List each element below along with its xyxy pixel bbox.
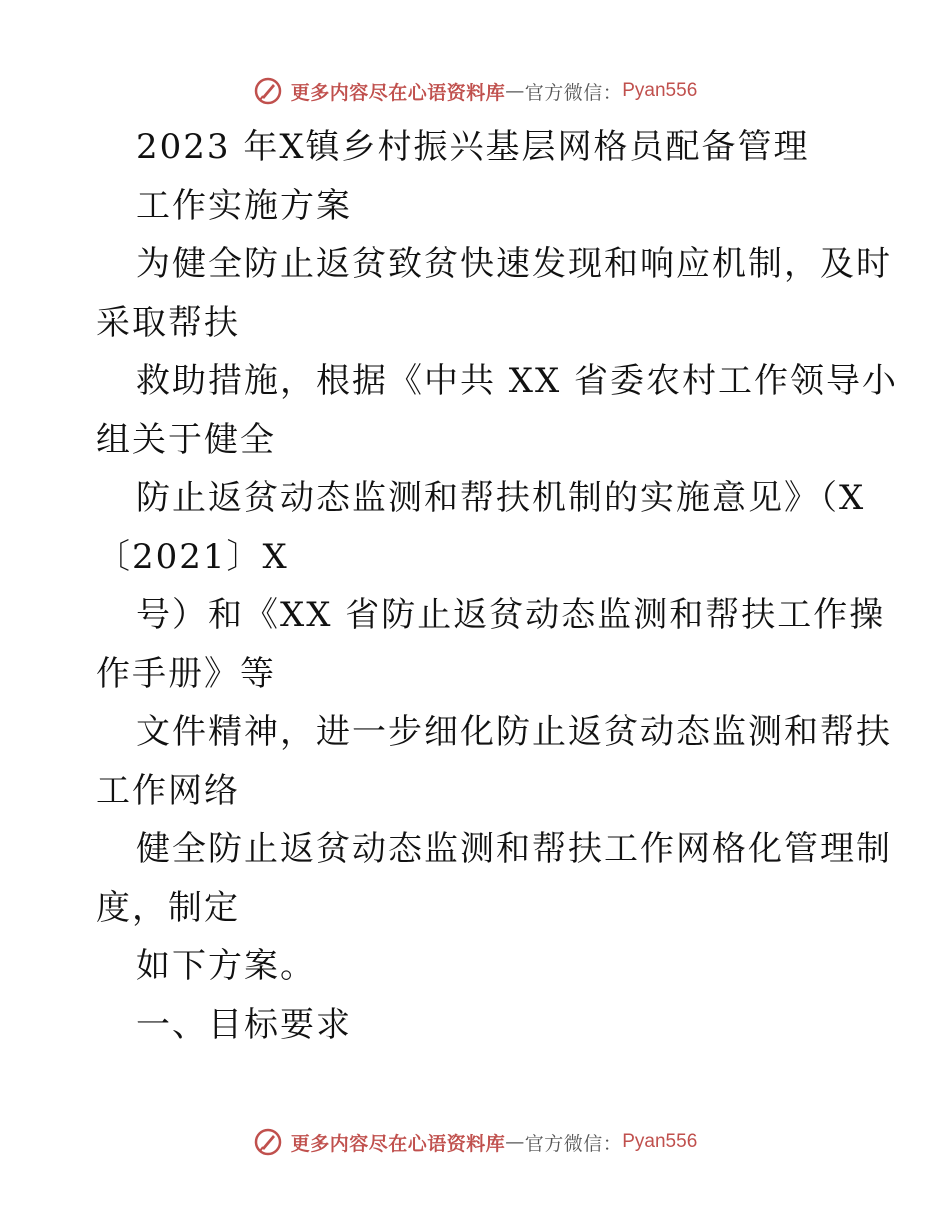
paragraph-line: 健全防止返贫动态监测和帮扶工作网格化管理制	[136, 829, 892, 869]
document-title-line-1: 2023 年X镇乡村振兴基层网格员配备管理	[136, 127, 810, 167]
paragraph-line: 为健全防止返贫致贫快速发现和响应机制，及时	[136, 244, 892, 284]
paragraph-line: 采取帮扶	[96, 302, 240, 343]
footer-watermark	[0, 1127, 950, 1157]
paragraph-line: 文件精神，进一步细化防止返贫动态监测和帮扶	[136, 712, 892, 752]
paragraph-line: 组关于健全	[96, 419, 276, 460]
paragraph-line: 防止返贫动态监测和帮扶机制的实施意见》（X	[136, 478, 866, 518]
watermark-separator: —	[505, 1131, 525, 1153]
watermark-brand: 更多内容尽在心语资料库	[290, 1132, 506, 1155]
watermark-contact-id: Pyan556	[622, 80, 698, 101]
quill-logo-icon	[253, 76, 283, 106]
paragraph-line: 救助措施，根据《中共 XX 省委农村工作领导小	[136, 361, 899, 401]
document-body	[96, 118, 899, 1054]
document-title-line-2: 工作实施方案	[136, 185, 352, 226]
header-watermark	[0, 76, 950, 106]
quill-logo-icon	[253, 1127, 283, 1157]
paragraph-line: 工作网络	[96, 770, 240, 811]
paragraph-line: 如下方案。	[136, 946, 316, 986]
watermark-contact-label: 官方微信：	[524, 1132, 623, 1155]
watermark-separator: —	[505, 80, 525, 102]
watermark-contact-label: 官方微信：	[524, 81, 623, 104]
paragraph-line: 度，制定	[96, 887, 240, 928]
paragraph-line: 号）和《XX 省防止返贫动态监测和帮扶工作操	[136, 595, 886, 635]
watermark-contact-id: Pyan556	[622, 1131, 698, 1152]
watermark-brand: 更多内容尽在心语资料库	[290, 81, 506, 104]
section-heading: 一、目标要求	[136, 1004, 352, 1045]
paragraph-line: 作手册》等	[96, 653, 276, 694]
paragraph-line: 〔2021〕X	[96, 536, 289, 577]
